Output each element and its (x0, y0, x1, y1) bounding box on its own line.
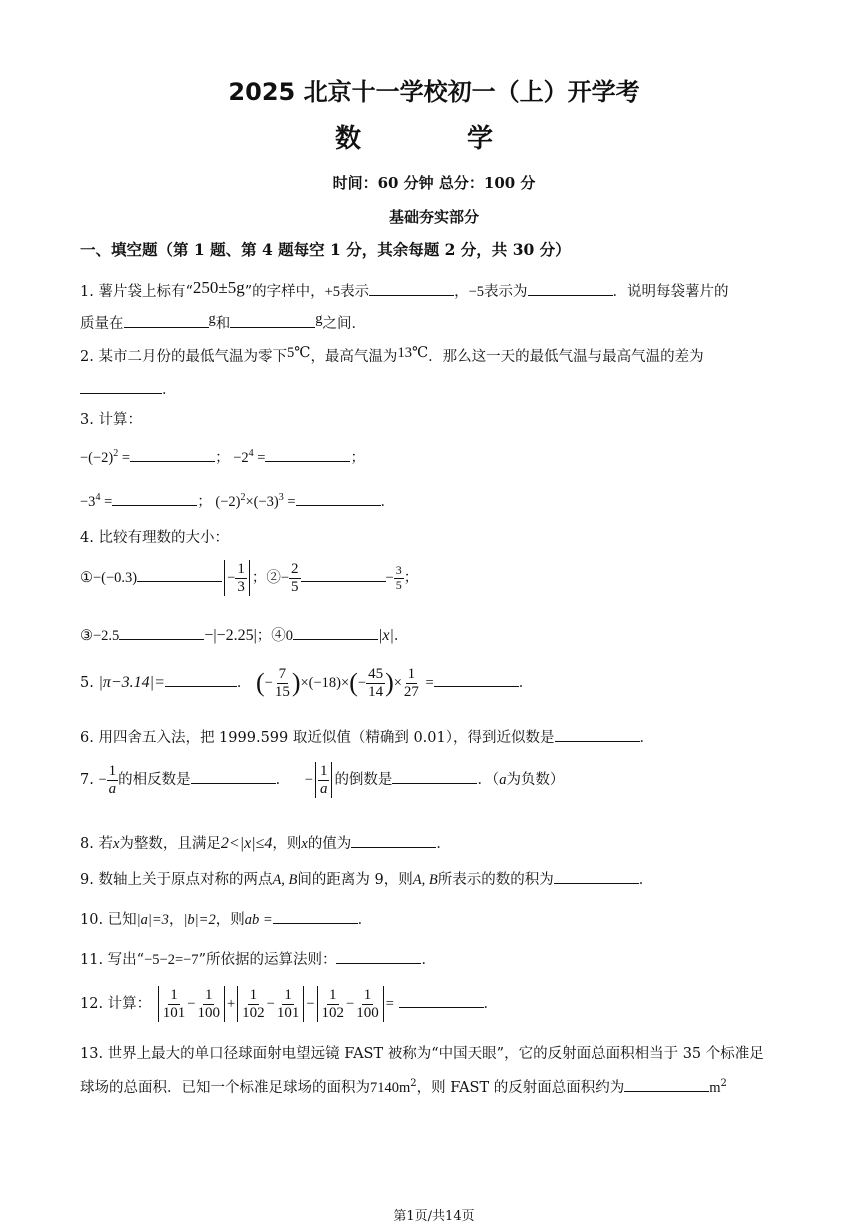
answer-blank[interactable] (119, 627, 204, 640)
question-11: 11. 写出“−5−2=−7”所依据的运算法则： ． (80, 952, 436, 968)
answer-blank[interactable] (293, 627, 378, 640)
subject-title: 数 学 (334, 124, 533, 154)
answer-blank[interactable] (351, 835, 436, 848)
part-title: 基础夯实部分 (388, 208, 479, 226)
question-12: 12. 计算： $\frac{1}{101}$ − $\frac{1}{100}$ + $\frac{1}{102}$ − $\frac{1}{101}$ − $\frac{1}{102}$ − $\frac{1}{100}$ = ． (80, 987, 499, 1021)
answer-blank[interactable] (528, 283, 613, 296)
answer-blank[interactable] (554, 871, 639, 884)
answer-blank[interactable] (434, 674, 519, 687)
answer-blank[interactable] (336, 951, 421, 964)
answer-blank[interactable] (124, 315, 209, 328)
section-heading: 一、填空题（第 1 题、第 4 题每空 1 分，其余每题 2 分，共 30 分） (80, 240, 571, 259)
question-13-line-2: 球场的总面积．已知一个标准足球场的面积为$7140m^2$，则 FAST 的反射面总面积约为 $m^2$ (80, 1078, 727, 1096)
answer-blank[interactable] (130, 449, 215, 462)
exam-info: 时间：60 分钟 总分：100 分 (332, 174, 536, 192)
answer-blank[interactable] (399, 995, 484, 1008)
answer-blank[interactable] (296, 493, 381, 506)
question-8: 8. 若x为整数，且满足2<|x|≤4，则x的值为 ． (80, 835, 451, 852)
answer-blank[interactable] (191, 771, 276, 784)
question-4-label: 4. 比较有理数的大小： (80, 530, 229, 546)
answer-blank[interactable] (624, 1079, 709, 1092)
question-6: 6. 用四舍五入法，把 1999.599 取近似值（精确到 0.01），得到近似数是 ． (80, 730, 654, 746)
question-1-line-1: 1. 薯片袋上标有“250±5g”的字样中，+5表示 ，−5表示为 ．说明每袋薯片的 (80, 278, 729, 300)
answer-blank[interactable] (230, 315, 315, 328)
answer-blank[interactable] (555, 729, 640, 742)
answer-blank[interactable] (301, 569, 386, 582)
answer-blank[interactable] (165, 674, 237, 687)
answer-blank[interactable] (137, 569, 222, 582)
exam-title: 2025 北京十一学校初一（上）开学考 (228, 78, 640, 106)
answer-blank[interactable] (80, 381, 162, 394)
question-9: 9. 数轴上关于原点对称的两点A, B间的距离为 9，则A, B所表示的数的积为 ． (80, 872, 654, 888)
answer-blank[interactable] (392, 771, 477, 784)
answer-blank[interactable] (369, 283, 454, 296)
question-3-label: 3. 计算： (80, 412, 142, 428)
question-5: 5. |π−3.14|= ． (− $\frac{7}{15}$ )×(−18)×(− $\frac{45}{14}$ )× $\frac{1}{27}$ = ． (80, 666, 534, 700)
question-2-line-1: 2. 某市二月份的最低气温为零下5℃，最高气温为13℃．那么这一天的最低气温与最高气温的差为 (80, 345, 704, 365)
question-3-row-2: $-3^4$ = ； $(-2)^2\times(-3)^3$ = ． (80, 492, 396, 510)
question-13-line-1: 13. 世界上最大的单口径球面射电望远镜 FAST 被称为“中国天眼”，它的反射面总面积相当于 35 个标准足 (80, 1046, 764, 1062)
question-4-row-1: ①−(−0.3) − $\frac{1}{3}$ ；②− $\frac{2}{5}$ − $\frac{3}{5}$ ； (80, 561, 419, 595)
question-2-line-2: ． (80, 378, 177, 399)
question-4-row-2: ③−2.5 −|−2.25|；④0 |x|． (80, 627, 409, 644)
question-3-row-1: $-(-2)^2$ = ； $-2^4$ = ； (80, 448, 365, 466)
answer-blank[interactable] (273, 911, 358, 924)
answer-blank[interactable] (265, 449, 350, 462)
question-7: 7. − $\frac{1}{a}$ 的相反数是 ． − $\frac{1}{a}$ 的倒数是 ．（a为负数） (80, 763, 565, 797)
answer-blank[interactable] (112, 493, 197, 506)
question-10: 10. 已知|a|=3，|b|=2，则ab = ． (80, 912, 373, 928)
page-number: 第1页/共14页 (393, 1209, 475, 1224)
question-1-line-2: 质量在 g和 g之间． (80, 311, 366, 332)
